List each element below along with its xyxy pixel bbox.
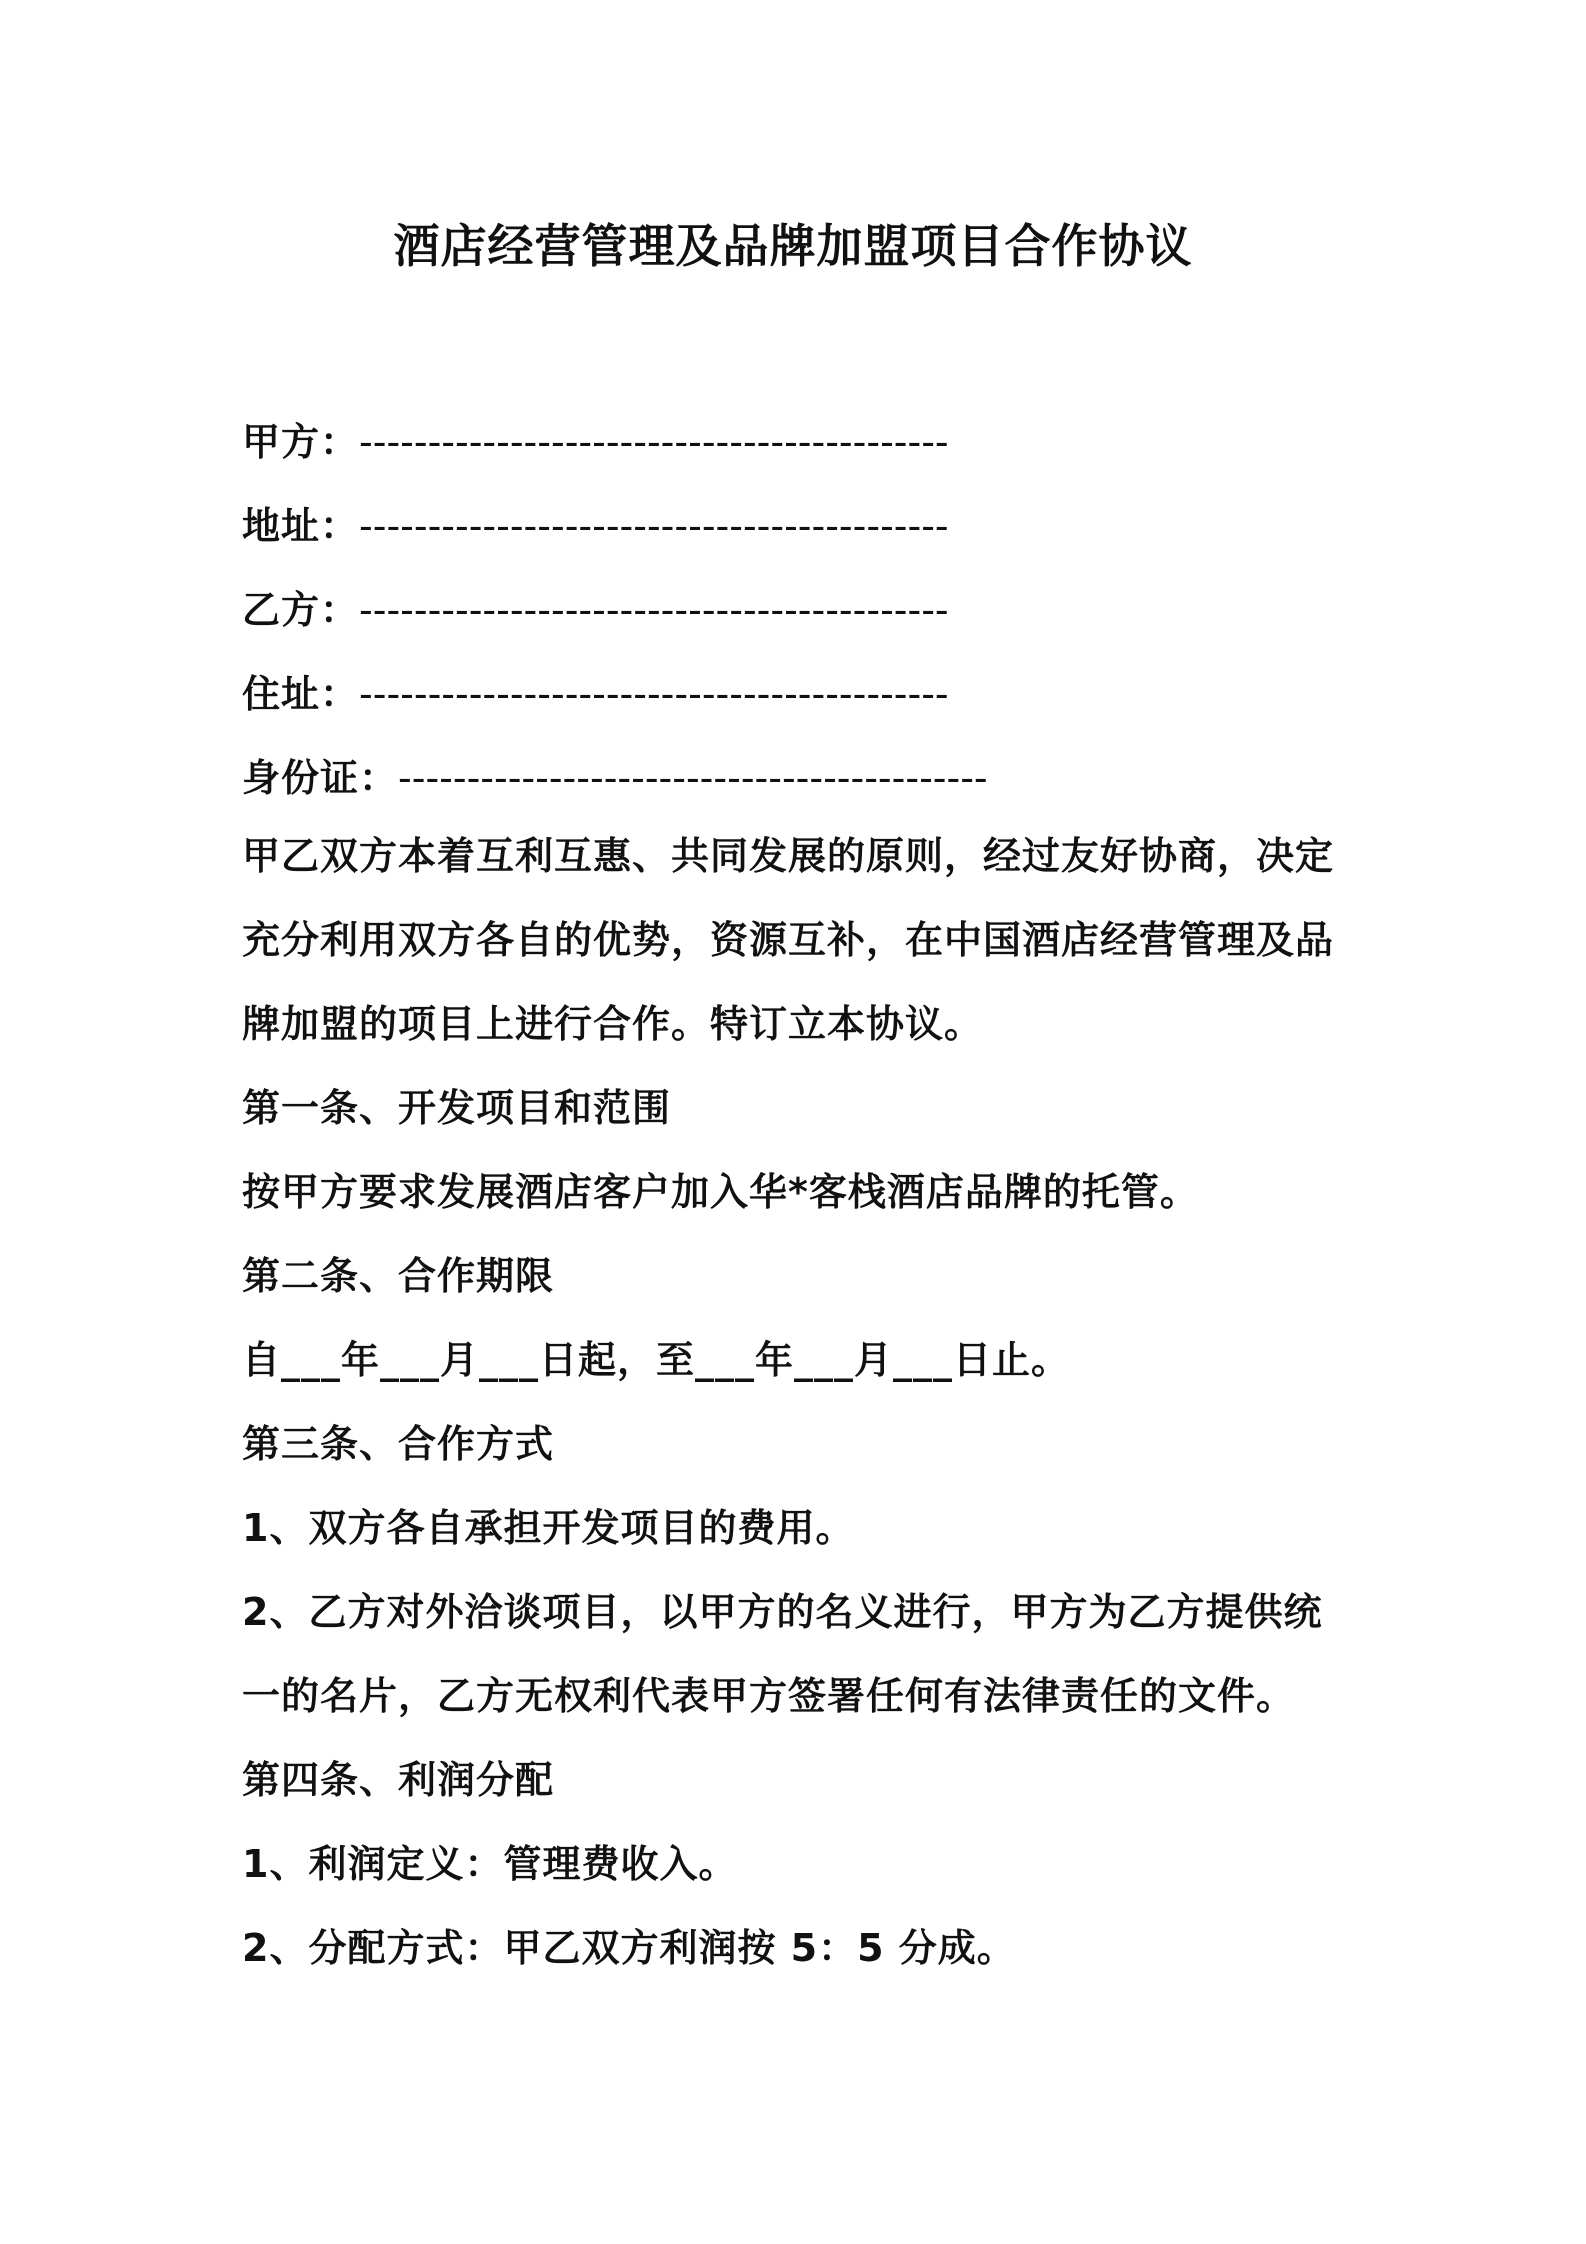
article-3-item-2-line-1: 2、乙方对外洽谈项目，以甲方的名义进行，甲方为乙方提供统 [242,1590,1323,1634]
article-2-heading: 第二条、合作期限 [242,1254,555,1298]
article-4-item-2: 2、分配方式：甲乙双方利润按 5：5 分成。 [242,1926,1016,1970]
article-3-heading: 第三条、合作方式 [242,1422,555,1466]
article-4-heading: 第四条、利润分配 [242,1758,555,1802]
party-a-blank: ------------------------------------------- [359,420,949,464]
article-4-item-1: 1、利润定义：管理费收入。 [242,1842,738,1886]
party-a-address-label: 地址： [242,504,360,548]
intro-line-1: 甲乙双方本着互利互惠、共同发展的原则，经过友好协商，决定 [242,834,1335,878]
party-b-line [242,586,949,634]
party-a-address-line [242,502,949,550]
party-b-address-label: 住址： [242,672,360,716]
party-b-id-line [242,754,988,802]
article-3-item-1: 1、双方各自承担开发项目的费用。 [242,1506,855,1550]
party-a-address-blank: ------------------------------------------- [359,504,949,548]
intro-line-3: 牌加盟的项目上进行合作。特订立本协议。 [242,1002,984,1046]
party-b-id-label: 身份证： [242,756,399,800]
party-a-label: 甲方： [242,420,360,464]
intro-line-2: 充分利用双方各自的优势，资源互补，在中国酒店经营管理及品 [242,918,1335,962]
party-b-address-blank: ------------------------------------------- [359,672,949,716]
article-2-text: 自___年___月___日起，至___年___月___日止。 [242,1338,1071,1382]
party-b-blank: ------------------------------------------- [359,588,949,632]
party-b-address-line [242,670,949,718]
article-1-text: 按甲方要求发展酒店客户加入华*客栈酒店品牌的托管。 [242,1170,1199,1214]
party-a-line [242,418,949,466]
party-b-label: 乙方： [242,588,360,632]
article-1-heading: 第一条、开发项目和范围 [242,1086,672,1130]
document-title: 酒店经营管理及品牌加盟项目合作协议 [393,219,1193,273]
party-b-id-blank: ------------------------------------------- [398,756,988,800]
article-3-item-2-line-2: 一的名片，乙方无权利代表甲方签署任何有法律责任的文件。 [242,1674,1296,1718]
